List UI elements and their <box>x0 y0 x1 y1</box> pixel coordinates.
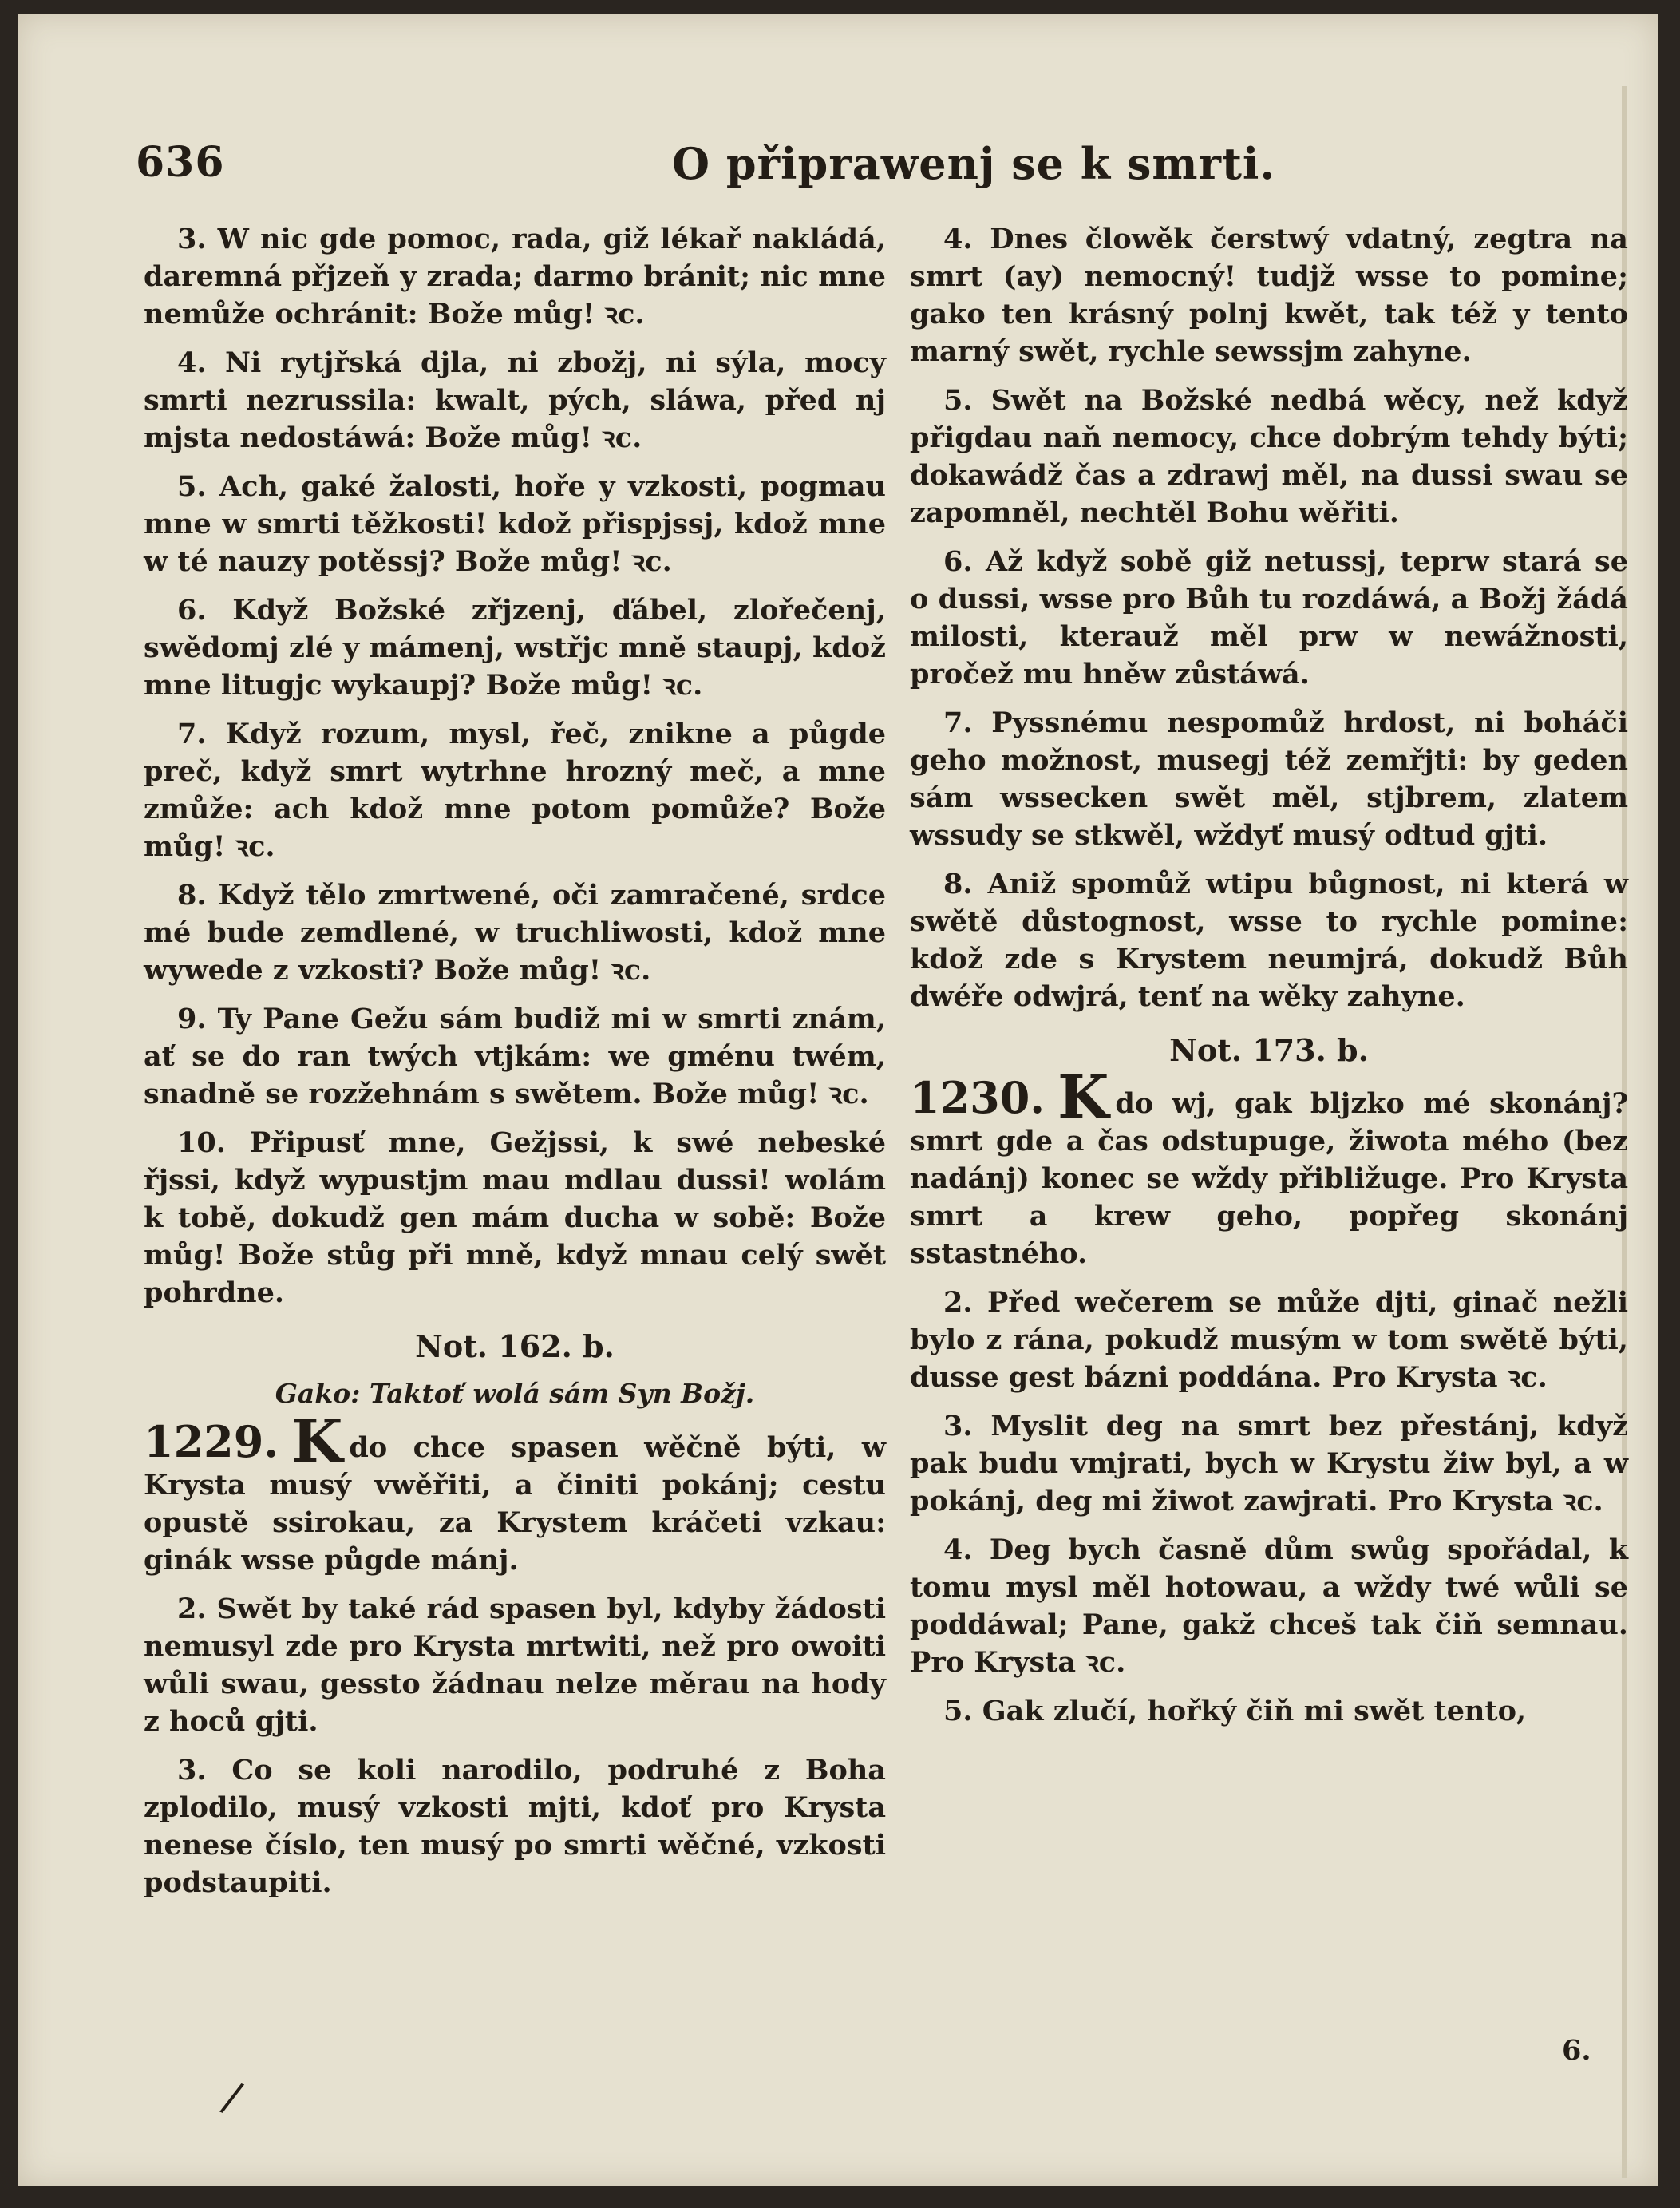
page-number: 636 <box>136 138 225 187</box>
drop-cap: K <box>1057 1063 1109 1132</box>
hymn-number: 1230. <box>910 1072 1046 1123</box>
drop-cap: K <box>291 1407 343 1476</box>
verse: 5. Ach, gaké žalosti, hoře y vzkosti, pogmau mne w smrti těžkosti! kdož přispjssj, kdož mne w té nauzy potěssj? Bože můg! ꝛc. <box>144 470 886 578</box>
verse: 4. Dnes člowěk čerstwý vdatný, zegtra na smrt (ay) nemocný! tudjž wsse to pomine; gako ten krásný polnj kwět, tak též y tento marný swět, rychle sewssjm zahyne. <box>910 223 1628 368</box>
verse: 3. W nic gde pomoc, rada, giž lékař nakládá, daremná přjzeň y zrada; darmo bránit; nic mne nemůže ochránit: Bože můg! ꝛc. <box>144 223 886 330</box>
verse: 10. Připusť mne, Gežjssi, k swé nebeské řjssi, když wypustjm mau mdlau dussi! wolám k tobě, dokudž gen mám ducha w sobě: Bože můg! Bože stůg při mně, když mnau celý swět pohrdne. <box>144 1126 886 1309</box>
verse: 7. Pyssnému nespomůž hrdost, ni boháči geho možnost, musegj též zemřjti: by geden sám wssecken swět měl, stjbrem, zlatem wssudy se stkwěl, wždyť musý odtud gjti. <box>910 706 1628 852</box>
verse: 4. Ni rytjřská djla, ni zbožj, ni sýla, mocy smrti nezrussila: kwalt, pých, sláwa, před nj mjsta nedostáwá: Bože můg! ꝛc. <box>144 346 886 454</box>
right-column <box>910 220 1628 1741</box>
running-title: O připrawenj se k smrti. <box>672 138 1276 189</box>
verse: 3. Co se koli narodilo, podruhé z Boha zplodilo, musý vzkosti mjti, kdoť pro Krysta nenese číslo, ten musý po smrti wěčné, vzkosti podstaupiti. <box>144 1754 886 1899</box>
verse: 5. Swět na Božské nedbá wěcy, než když přigdau naň nemocy, chce dobrým tehdy býti; dokawádž čas a zdrawj měl, na dussi swau se zapomněl, nechtěl Bohu wěřiti. <box>910 384 1628 529</box>
verse: 5. Gak zlučí, hořký čiň mi swět tento, <box>943 1695 1527 1727</box>
hymn-1230-first-verse <box>910 1063 1628 1272</box>
hymn-number: 1229. <box>144 1416 279 1467</box>
melody-note-heading: Not. 173. b. <box>1169 1032 1369 1068</box>
hymn-first-verse-text: do chce spasen wěčně býti, w Krysta musý vwěřiti, a činiti pokánj; cestu opustě ssirokau, za Krystem kráčeti vzkau: ginák wsse půgde mánj. <box>144 1431 886 1577</box>
verse: 4. Deg bych časně dům swůg spořádal, k tomu mysl měl hotowau, a wždy twé wůli se poddáwal; Pane, gakž chceš tak čiň semnau. Pro Krysta ꝛc. <box>910 1533 1628 1679</box>
hymn-1229-first-verse <box>144 1407 886 1579</box>
verse: 6. Když Božské zřjzenj, ďábel, zlořečenj, swědomj zlé y mámenj, wstřjc mně staupj, kdož mne litugjc wykaupj? Bože můg! ꝛc. <box>144 594 886 702</box>
verse: 6. Až když sobě giž netussj, teprw stará se o dussi, wsse pro Bůh tu rozdáwá, a Božj žádá milosti, kterauž měl prw w newážnosti, pročež mu hněw zůstáwá. <box>910 545 1628 690</box>
hymn-first-verse-text: do wj, gak bljzko mé skonánj? smrt gde a čas odstupuge, žiwota mého (bez nadánj) konec se wždy přibližuge. Pro Krysta smrt a krew geho, popřeg skonánj sstastného. <box>910 1087 1628 1270</box>
left-column <box>144 220 886 1913</box>
book-page <box>18 14 1658 2186</box>
melody-note-heading: Not. 162. b. <box>415 1328 615 1364</box>
page-header <box>18 138 1658 210</box>
verse: 2. Swět by také rád spasen byl, kdyby žádosti nemusyl zde pro Krysta mrtwiti, než pro owoiti wůli swau, gessto žádnau nelze měrau na hody z hoců gjti. <box>144 1593 886 1738</box>
verse: 3. Myslit deg na smrt bez přestánj, když pak budu vmjrati, bych w Krystu žiw byl, a w pokánj, deg mi žiwot zawjrati. Pro Krysta ꝛc. <box>910 1410 1628 1518</box>
verse: 9. Ty Pane Gežu sám budiž mi w smrti znám, ať se do ran twých vtjkám: we gménu twém, snadně se rozžehnám s swětem. Bože můg! ꝛc. <box>144 1003 886 1110</box>
pen-mark: / <box>217 2072 247 2123</box>
catchword: 6. <box>1562 2034 1591 2067</box>
verse: 8. Aniž spomůž wtipu bůgnost, ni která w swětě důstognost, wsse to rychle pomine: kdož zde s Krystem neumjrá, dokudž Bůh dwéře odwjrá, tenť na wěky zahyne. <box>910 868 1628 1013</box>
verse: 8. Když tělo zmrtwené, oči zamračené, srdce mé bude zemdlené, w truchliwosti, kdož mne wywede z vzkosti? Bože můg! ꝛc. <box>144 879 886 987</box>
verse: 2. Před wečerem se může djti, ginač nežli bylo z rána, pokudž musým w tom swětě býti, dusse gest bázni poddána. Pro Krysta ꝛc. <box>910 1286 1628 1394</box>
tune-reference: Gako: Taktoť wolá sám Syn Božj. <box>275 1378 755 1409</box>
verse: 7. Když rozum, mysl, řeč, znikne a půgde preč, když smrt wytrhne hrozný meč, a mne zmůže: ach kdož mne potom pomůže? Bože můg! ꝛc. <box>144 718 886 863</box>
